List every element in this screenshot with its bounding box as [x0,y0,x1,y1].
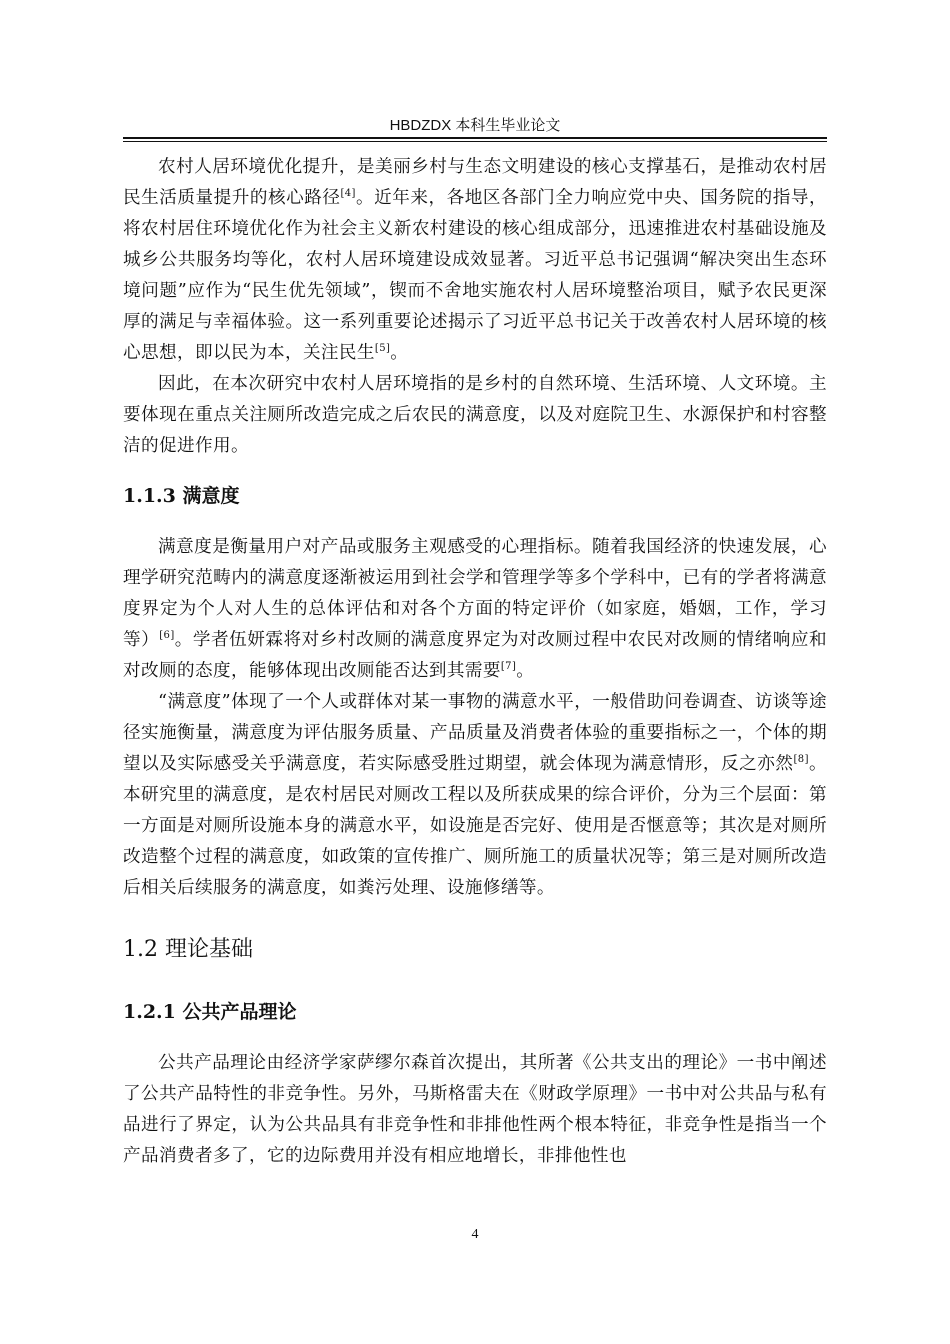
paragraph-public-goods: 公共产品理论由经济学家萨缪尔森首次提出，其所著《公共支出的理论》一书中阐述了公共产品特性的非竞争性。另外，马斯格雷夫在《财政学原理》一书中对公共品与私有品进行了界定，认为公共品具有非竞争性和非排他性两个根本特征，非竞争性是指当一个产品消费者多了，它的边际费用并没有相应地增长，非排他性也 [123,1053,827,1166]
citation-ref: [8] [793,754,809,766]
paragraph-text: 满意度是衡量用户对产品或服务主观感受的心理指标。随着我国经济的快速发展，心理学研究范畴内的满意度逐渐被运用到社会学和管理学等多个学科中，已有的学者将满意度界定为个人对人生的总体评估和对各个方面的特定评价（如家庭，婚姻，工作，学习等） [123,537,827,650]
paragraph-satisfaction [123,532,827,687]
citation-ref: [5] [374,343,391,355]
paragraph-satisfaction-detail [123,687,827,904]
paragraph-text: 农村人居环境优化提升，是美丽乡村与生态文明建设的核心支撑基石，是推动农村居民生活质量提升的核心路径 [123,157,827,208]
citation-ref: [6] [159,630,175,642]
paragraph-rural-environment [123,152,827,369]
heading-1-2: 1.2 理论基础 [123,937,253,962]
header-rule [123,137,827,142]
paragraph-text: “满意度”体现了一个人或群体对某一事物的满意水平，一般借助问卷调查、访谈等途径实施衡量，满意度为评估服务质量、产品质量及消费者体验的重要指标之一，个体的期望以及实际感受关乎满意度，若实际感受胜过期望，就会体现为满意情形，反之亦然 [123,692,827,774]
citation-ref: [7] [500,661,517,673]
paragraph-text: 。 [390,343,409,363]
paragraph-text: 。本研究里的满意度，是农村居民对厕改工程以及所获成果的综合评价，分为三个层面：第一方面是对厕所设施本身的满意水平，如设施是否完好、使用是否惬意等；其次是对厕所改造整个过程的满意度，如政策的宣传推广、厕所施工的质量状况等；第三是对厕所改造后相关后续服务的满意度，如粪污处理、设施修缮等。 [123,754,827,898]
paragraph-definition: 因此，在本次研究中农村人居环境指的是乡村的自然环境、生活环境、人文环境。主要体现在重点关注厕所改造完成之后农民的满意度，以及对庭院卫生、水源保护和村容整洁的促进作用。 [123,374,827,456]
heading-1-1-3: 1.1.3 满意度 [123,485,240,507]
paragraph-text: 。 [516,661,535,681]
paragraph-text: 。近年来，各地区各部门全力响应党中央、国务院的指导，将农村居住环境优化作为社会主义新农村建设的核心组成部分，迅速推进农村基础设施及城乡公共服务均等化，农村人居环境建设成效显著。习近平总书记强调“解决突出生态环境问题”应作为“民生优先领域”，锲而不舍地实施农村人居环境整治项目，赋予农民更深厚的满足与幸福体验。这一系列重要论述揭示了习近平总书记关于改善农村人居环境的核心思想，即以民为本，关注民生 [123,188,827,363]
paragraph-text: 。学者伍妍霖将对乡村改厕的满意度界定为对改厕过程中农民对改厕的情绪响应和对改厕的态度，能够体现出改厕能否达到其需要 [123,630,827,681]
page-body [123,152,827,1172]
heading-1-2-1: 1.2.1 公共产品理论 [123,1001,297,1023]
page-number: 4 [471,1227,479,1242]
citation-ref: [4] [340,188,356,200]
running-header: HBDZDX 本科生毕业论文 [389,117,561,134]
